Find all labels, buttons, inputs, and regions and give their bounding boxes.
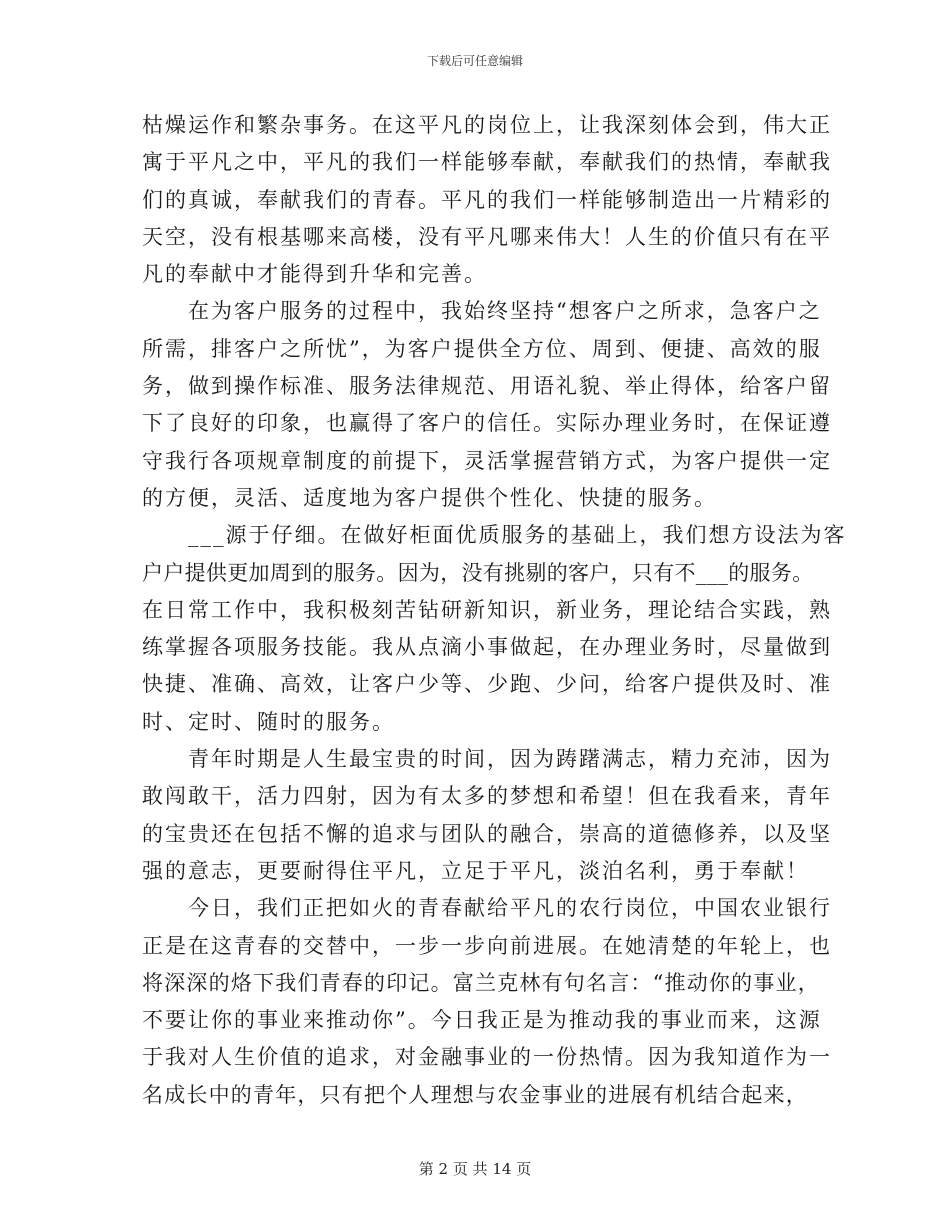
text-line: 下了良好的印象，也赢得了客户的信任。实际办理业务时，在保证遵 xyxy=(142,411,832,436)
text-line: 务，做到操作标准、服务法律规范、用语礼貌、举止得体，给客户留 xyxy=(142,374,832,399)
text-line: 于我对人生价值的追求，对金融事业的一份热情。因为我知道作为一 xyxy=(142,1045,832,1070)
text-line: 时、定时、随时的服务。 xyxy=(142,709,395,734)
text-line: 名成长中的青年，只有把个人理想与农金事业的进展有机结合起来， xyxy=(142,1082,808,1107)
text-line: 们的真诚，奉献我们的青春。平凡的我们一样能够制造出一片精彩的 xyxy=(142,187,832,212)
text-line: 正是在这青春的交替中，一步一步向前进展。在她清楚的年轮上，也 xyxy=(142,933,832,958)
text-line: 在日常工作中，我积极刻苦钻研新知识，新业务，理论结合实践，熟 xyxy=(142,597,832,622)
text-line: 强的意志，更要耐得住平凡，立足于平凡，淡泊名利，勇于奉献！ xyxy=(142,858,809,883)
text-line: 不要让你的事业来推动你”。今日我正是为推动我的事业而来，这源 xyxy=(142,1008,822,1033)
page-header: 下载后可任意编辑 xyxy=(426,54,523,68)
text-line: 寓于平凡之中，平凡的我们一样能够奉献，奉献我们的热情，奉献我 xyxy=(142,150,832,175)
text-line: 枯燥运作和繁杂事务。在这平凡的岗位上，让我深刻体会到，伟大正 xyxy=(142,113,832,137)
text-line: 凡的奉献中才能得到升华和完善。 xyxy=(142,262,487,287)
document-body xyxy=(142,107,847,1114)
text-line: 练掌握各项服务技能。我从点滴小事做起，在办理业务时，尽量做到 xyxy=(142,635,832,660)
text-line: 所需，排客户之所忧”，为客户提供全方位、周到、便捷、高效的服 xyxy=(142,336,822,361)
text-line: 的方便，灵活、适度地为客户提供个性化、快捷的服务。 xyxy=(142,485,717,510)
paragraph-first-line: 在为客户服务的过程中，我始终坚持“想客户之所求，急客户之 xyxy=(188,299,822,324)
paragraph-first-line: 今日，我们正把如火的青春献给平凡的农行岗位，中国农业银行 xyxy=(188,896,832,921)
text-line: 快捷、准确、高效，让客户少等、少跑、少问，给客户提供及时、准 xyxy=(142,672,832,697)
page-footer: 第 2 页 共 14 页 xyxy=(418,1160,532,1178)
text-line: 的宝贵还在包括不懈的追求与团队的融合，崇高的道德修养，以及坚 xyxy=(142,821,832,846)
text-line: 天空，没有根基哪来高楼，没有平凡哪来伟大！人生的价值只有在平 xyxy=(142,224,832,249)
paragraph-first-line: 青年时期是人生最宝贵的时间，因为踌躇满志，精力充沛，因为 xyxy=(188,747,832,772)
text-line: 敢闯敢干，活力四射，因为有太多的梦想和希望！但在我看来，青年 xyxy=(142,784,832,809)
paragraph-first-line: ___源于仔细。在做好柜面优质服务的基础上，我们想方设法为客 xyxy=(188,523,847,548)
text-line: 户户提供更加周到的服务。因为，没有挑剔的客户，只有不___的服务。 xyxy=(142,560,814,585)
text-line: 守我行各项规章制度的前提下，灵活掌握营销方式，为客户提供一定 xyxy=(142,448,832,473)
text-line: 将深深的烙下我们青春的印记。富兰克林有句名言：“推动你的事业， xyxy=(142,970,820,995)
